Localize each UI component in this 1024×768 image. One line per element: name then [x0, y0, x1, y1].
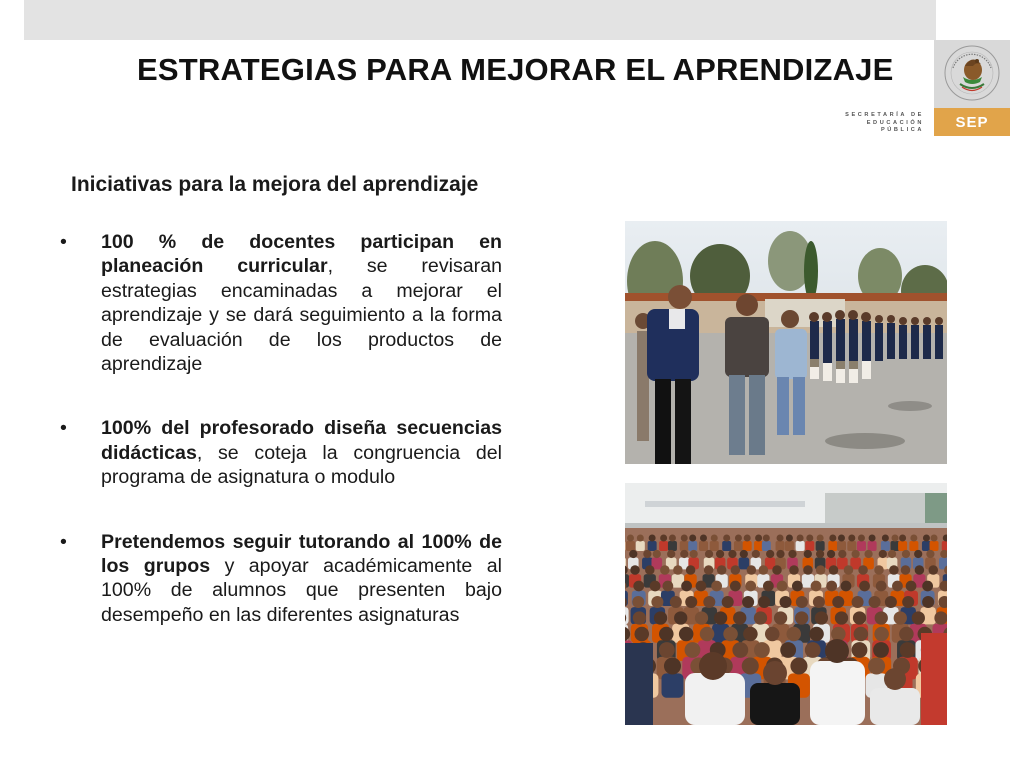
- bullet-item: [60, 230, 502, 376]
- bullet-dot: •: [60, 231, 67, 253]
- org-name: [820, 112, 924, 135]
- mexican-coat-of-arms-icon: [943, 44, 1001, 102]
- bullet-bold-text: Pretendemos seguir tutorando al 100% de los grupos: [101, 530, 502, 578]
- sep-badge: SEP: [934, 108, 1010, 136]
- bullet-list: [60, 230, 502, 627]
- school-assembly-photo: [625, 221, 947, 464]
- bullet-item: [60, 416, 502, 489]
- org-line-1: SECRETARÍA DE: [845, 112, 924, 118]
- org-line-2: EDUCACIÓN PÚBLICA: [866, 119, 924, 133]
- bullet-bold-text: 100 % de docentes participan en planeación curricular: [101, 231, 502, 278]
- top-bar: [24, 0, 936, 40]
- slide-title: ESTRATEGIAS PARA MEJORAR EL APRENDIZAJE: [137, 52, 894, 87]
- bullet-dot: •: [60, 530, 67, 553]
- slide-subtitle: Iniciativas para la mejora del aprendizaje: [71, 173, 479, 196]
- bullet-dot: •: [60, 417, 67, 440]
- bullet-text: , se revisaran estrategias encaminadas a mejorar el aprendizaje y se dará seguimiento a la forma de evaluación de los productos de aprendizaje: [101, 255, 502, 376]
- auditorium-audience-photo: [625, 483, 947, 725]
- bullet-text: , se coteja la congruencia del programa de asignatura o modulo: [101, 441, 502, 489]
- bullet-item: [60, 530, 502, 628]
- bullet-text: y apoyar académicamente al 100% de alumnos que presenten bajo desempeño en las diferentes asignaturas: [101, 555, 502, 626]
- bullet-bold-text: 100% del profesorado diseña secuencias didácticas: [101, 417, 502, 464]
